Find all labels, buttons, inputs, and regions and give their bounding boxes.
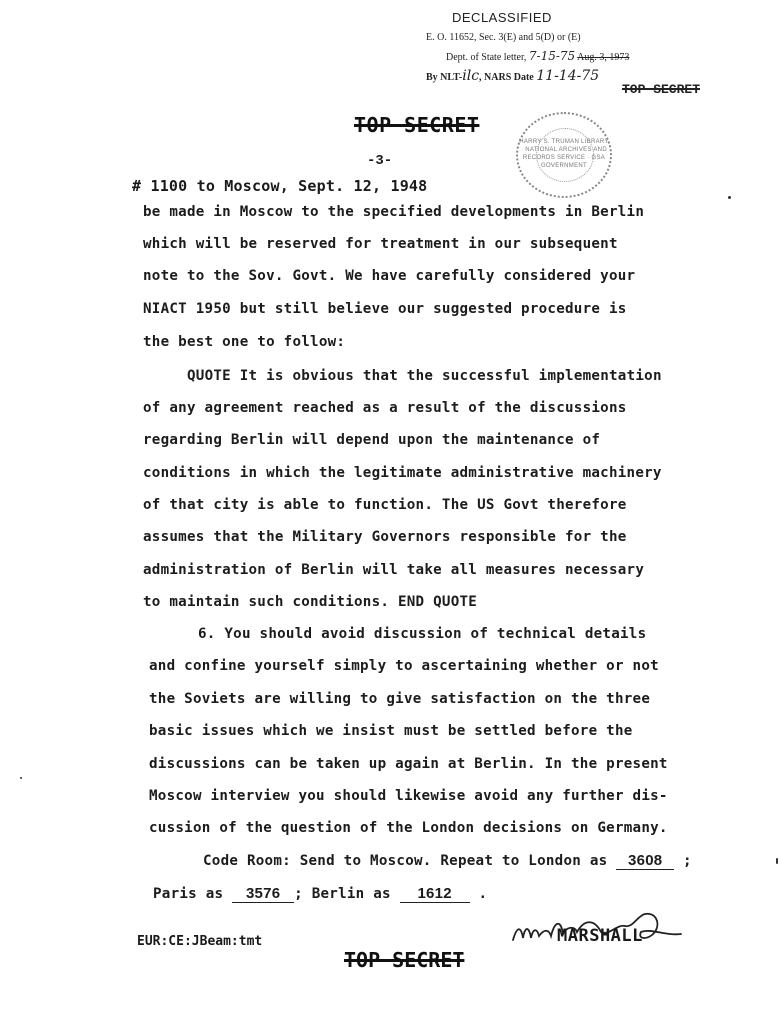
body-line: Moscow interview you should likewise avoid any further dis-	[149, 788, 668, 804]
body-line: note to the Sov. Govt. We have carefully considered your	[143, 268, 636, 284]
paris-label: Paris as	[153, 886, 224, 902]
seal-text: HARRY S. TRUMAN LIBRARY · NATIONAL ARCHIVES AND RECORDS SERVICE · GSA GOVERNMENT	[519, 139, 609, 169]
body-line: administration of Berlin will take all measures necessary	[143, 562, 645, 578]
body-line: and confine yourself simply to ascertaining whether or not	[149, 658, 659, 674]
body-line: discussions can be taken up again at Berlin. In the present	[149, 756, 668, 772]
nars-date: 11-14-75	[536, 68, 600, 84]
drafter-initials: EUR:CE:JBeam:tmt	[137, 934, 263, 949]
body-line: QUOTE It is obvious that the successful implementation	[187, 368, 662, 384]
authority-line	[426, 68, 599, 84]
scan-speck	[20, 777, 22, 779]
by-initials: ilc	[462, 68, 480, 84]
page-number: -3-	[367, 153, 393, 169]
body-line: basic issues which we insist must be settled before the	[149, 723, 633, 739]
routing-text: Code Room: Send to Moscow. Repeat to London as	[203, 853, 608, 869]
routing-line-2	[153, 885, 487, 903]
body-line: NIACT 1950 but still believe our suggested procedure is	[143, 301, 627, 317]
archives-seal	[516, 112, 612, 198]
nars-label: , NARS Date	[479, 72, 534, 83]
body-line: be made in Moscow to the specified developments in Berlin	[143, 204, 645, 220]
telegram-heading: # 1100 to Moscow, Sept. 12, 1948	[132, 177, 428, 195]
by-label: By NLT-	[426, 72, 463, 83]
body-line: which will be reserved for treatment in our subsequent	[143, 236, 618, 252]
executive-order-line: E. O. 11652, Sec. 3(E) and 5(D) or (E)	[426, 32, 581, 43]
scan-speck	[728, 196, 731, 199]
body-line: of that city is able to function. The US Govt therefore	[143, 497, 627, 513]
body-line: the Soviets are willing to give satisfaction on the three	[149, 691, 651, 707]
top-secret-corner-stamp: TOP SECRET	[622, 82, 701, 97]
scan-speck	[776, 858, 778, 864]
top-secret-header-stamp: TOP SECRET	[354, 113, 480, 137]
top-secret-footer-stamp: TOP SECRET	[344, 948, 465, 972]
routing-punct: .	[478, 886, 488, 902]
dept-of-state-line	[446, 49, 629, 63]
dept-prefix: Dept. of State letter,	[446, 52, 527, 63]
body-line: to maintain such conditions. END QUOTE	[143, 594, 478, 610]
london-telegram-number: 3608	[616, 852, 674, 870]
signer-name: MARSHALL	[557, 926, 643, 946]
paris-telegram-number: 3576	[232, 885, 294, 903]
body-line: cussion of the question of the London decisions on Germany.	[149, 820, 668, 836]
dept-date-handwritten: 7-15-75	[528, 49, 576, 63]
dept-date-struck: Aug. 3, 1973	[577, 52, 630, 63]
declassified-title: DECLASSIFIED	[452, 10, 552, 25]
body-line: assumes that the Military Governors responsible for the	[143, 529, 627, 545]
routing-punct: ;	[683, 853, 692, 869]
body-line: 6. You should avoid discussion of technical details	[198, 626, 647, 642]
body-line: of any agreement reached as a result of the discussions	[143, 400, 627, 416]
berlin-label: ; Berlin as	[294, 886, 391, 902]
body-line: the best one to follow:	[143, 334, 346, 350]
routing-line-1	[203, 852, 692, 870]
body-line: conditions in which the legitimate administrative machinery	[143, 465, 662, 481]
body-line: regarding Berlin will depend upon the maintenance of	[143, 432, 601, 448]
berlin-telegram-number: 1612	[400, 885, 470, 903]
